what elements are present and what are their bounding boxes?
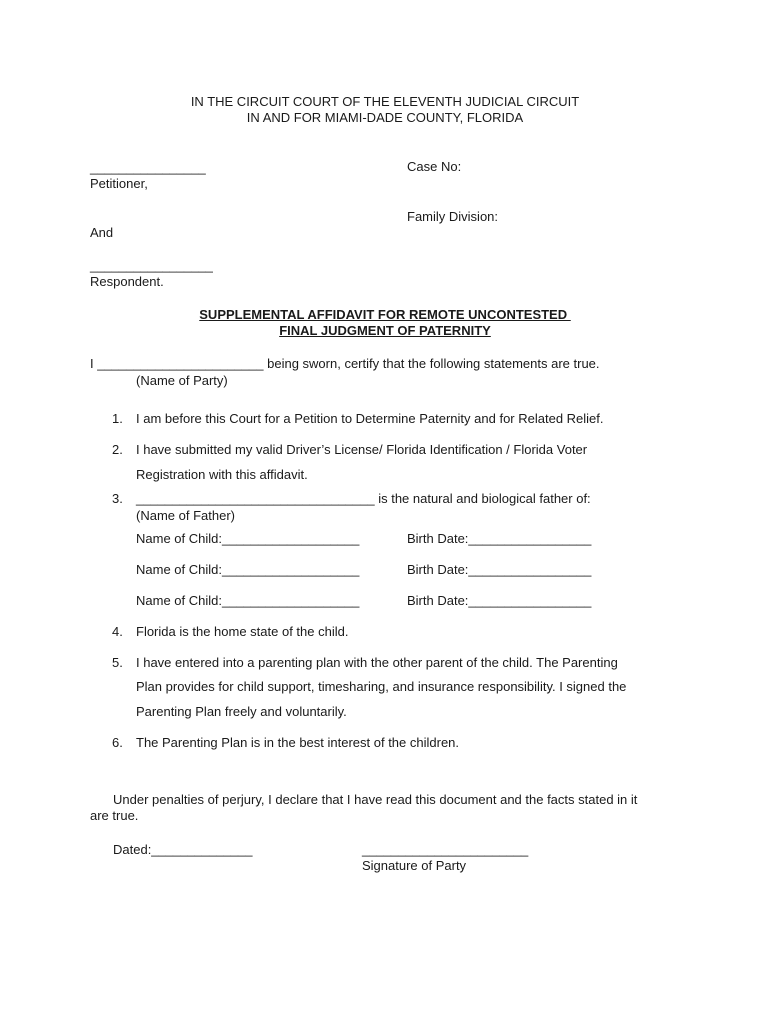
- signature-line[interactable]: _______________________: [362, 842, 529, 857]
- respondent-blank[interactable]: _________________: [90, 258, 213, 273]
- item-1-text: I am before this Court for a Petition to Determine Paternity and for Related Relief.: [136, 411, 604, 426]
- child-1-birth-date-field[interactable]: Birth Date:_________________: [407, 531, 592, 546]
- child-2-birth-date-field[interactable]: Birth Date:_________________: [407, 562, 592, 577]
- item-5-text-line1: I have entered into a parenting plan with the other parent of the child. The Parenting: [136, 655, 618, 670]
- item-3-number: 3.: [112, 491, 123, 506]
- name-of-father-hint: (Name of Father): [136, 508, 235, 523]
- family-division-label: Family Division:: [407, 209, 499, 224]
- perjury-declaration-line2: are true.: [90, 808, 139, 823]
- item-5-number: 5.: [112, 655, 123, 670]
- item-2-text-line2: Registration with this affidavit.: [136, 467, 308, 482]
- document-title-line2: FINAL JUDGMENT OF PATERNITY: [279, 323, 491, 338]
- item-6-text: The Parenting Plan is in the best interest of the children.: [136, 735, 460, 750]
- item-2-text-line1: I have submitted my valid Driver’s License/ Florida Identification / Florida Voter: [136, 442, 588, 457]
- item-4-number: 4.: [112, 624, 123, 639]
- oath-statement: I _______________________ being sworn, certify that the following statements are true.: [90, 356, 600, 371]
- item-5-text-line2: Plan provides for child support, timesharing, and insurance responsibility. I signed the: [136, 679, 627, 694]
- child-1-name-field[interactable]: Name of Child:___________________: [136, 531, 360, 546]
- petitioner-blank[interactable]: ________________: [90, 160, 206, 175]
- signature-of-party-label: Signature of Party: [362, 858, 467, 873]
- child-3-birth-date-field[interactable]: Birth Date:_________________: [407, 593, 592, 608]
- petitioner-label: Petitioner,: [90, 176, 148, 191]
- item-4-text: Florida is the home state of the child.: [136, 624, 349, 639]
- name-of-party-hint: (Name of Party): [136, 373, 228, 388]
- child-2-name-field[interactable]: Name of Child:___________________: [136, 562, 360, 577]
- respondent-label: Respondent.: [90, 274, 164, 289]
- item-6-number: 6.: [112, 735, 123, 750]
- perjury-declaration-line1: Under penalties of perjury, I declare that I have read this document and the facts stated in it: [113, 792, 638, 807]
- item-2-number: 2.: [112, 442, 123, 457]
- and-label: And: [90, 225, 114, 240]
- case-no-label: Case No:: [407, 159, 462, 174]
- court-heading-line1: IN THE CIRCUIT COURT OF THE ELEVENTH JUDICIAL CIRCUIT: [190, 94, 580, 109]
- document-title-line1: SUPPLEMENTAL AFFIDAVIT FOR REMOTE UNCONTESTED: [199, 307, 571, 322]
- item-3-text: _________________________________ is the natural and biological father of:: [136, 491, 591, 506]
- item-5-text-line3: Parenting Plan freely and voluntarily.: [136, 704, 347, 719]
- child-3-name-field[interactable]: Name of Child:___________________: [136, 593, 360, 608]
- item-1-number: 1.: [112, 411, 123, 426]
- dated-field[interactable]: Dated:______________: [113, 842, 253, 857]
- court-heading-line2: IN AND FOR MIAMI-DADE COUNTY, FLORIDA: [246, 110, 524, 125]
